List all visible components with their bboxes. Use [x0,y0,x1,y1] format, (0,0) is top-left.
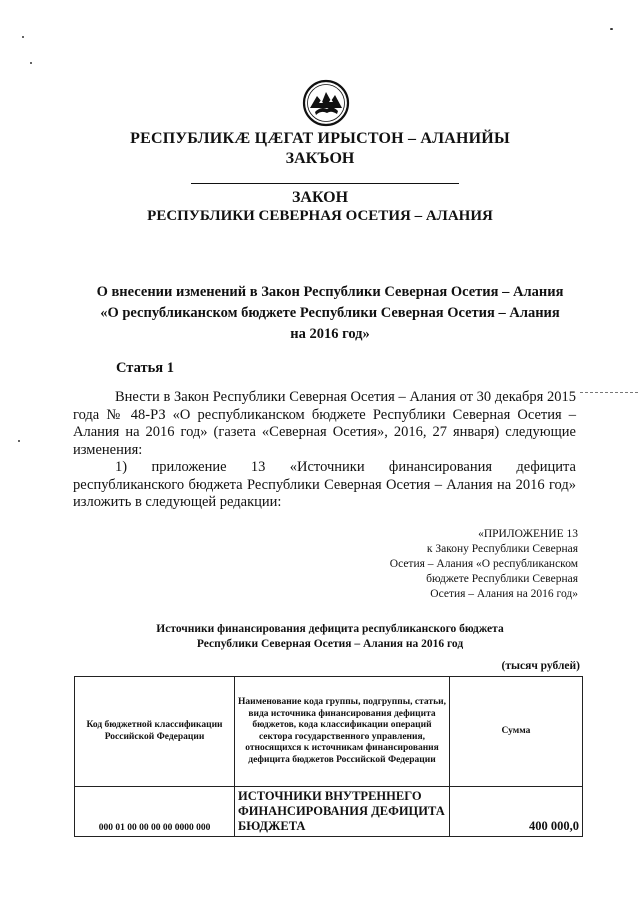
scan-speck [610,28,613,30]
row-name: ИСТОЧНИКИ ВНУТРЕННЕГО ФИНАНСИРОВАНИЯ ДЕФИЦИТА БЮДЖЕТА [235,787,450,837]
table-title-line: Источники финансирования дефицита республиканского бюджета [156,623,504,635]
table-units: (тысяч рублей) [501,660,580,672]
article-paragraph: 1) приложение 13 «Источники финансирования дефицита республиканского бюджета Республики Северная Осетия – Алания на 2016 год» изложить в следующей редакции: [73,459,576,510]
article-paragraph: Внести в Закон Республики Северная Осетия – Алания от 30 декабря 2015 года № 48-РЗ «О республиканском бюджете Республики Северная Осетия – Алания на 2016 год» (газета «Северная Осетия», 2016, 27 января) следующие изменения: [73,389,576,458]
column-header-code: Код бюджетной классификации Российской Федерации [75,677,235,787]
scan-speck [22,36,24,38]
table-row [75,787,583,837]
appendix-line: «ПРИЛОЖЕНИЕ 13 [478,528,578,540]
ossetian-republic-title: РЕСПУБЛИКÆ ЦÆГАТ ИРЫСТОН – АЛАНИЙЫ [130,130,510,147]
row-amount: 400 000,0 [450,787,583,837]
appendix-line: Осетия – Алания на 2016 год» [430,588,578,600]
article-body [73,389,576,512]
scan-speck [30,62,32,64]
table-title-line: Республики Северная Осетия – Алания на 2016 год [196,638,464,650]
ossetian-law-title: ЗАКЪОН [285,150,355,167]
scan-speck [18,440,20,442]
column-header-amount: Сумма [450,677,583,787]
scan-artifact-line [580,392,638,393]
header-divider [191,183,459,184]
table-header-row [75,677,583,787]
row-code: 000 01 00 00 00 00 0000 000 [75,787,235,837]
appendix-line: к Закону Республики Северная [426,543,578,555]
russian-law-title: ЗАКОН [291,189,349,206]
subject-line: О внесении изменений в Закон Республики Северная Осетия – Алания [96,284,564,300]
article-title: Статья 1 [116,360,174,376]
appendix-reference [318,527,578,602]
appendix-line: бюджете Республики Северная [426,573,578,585]
financing-sources-table [74,676,583,837]
law-subject [70,282,590,345]
column-header-name: Наименование кода группы, подгруппы, статьи, вида источника финансирования дефицита бюджетов, кода классификации операций сектора государственного управления, относящихся к источникам финансирования дефицита бюджетов Российской Федерации [235,677,450,787]
table-title [80,622,580,652]
subject-line: «О республиканском бюджете Республики Северная Осетия – Алания [100,305,560,321]
coat-of-arms-emblem [301,78,351,128]
appendix-line: Осетия – Алания «О республиканском [389,558,578,570]
subject-line: на 2016 год» [290,326,370,342]
russian-republic-title: РЕСПУБЛИКИ СЕВЕРНАЯ ОСЕТИЯ – АЛАНИЯ [147,208,493,224]
